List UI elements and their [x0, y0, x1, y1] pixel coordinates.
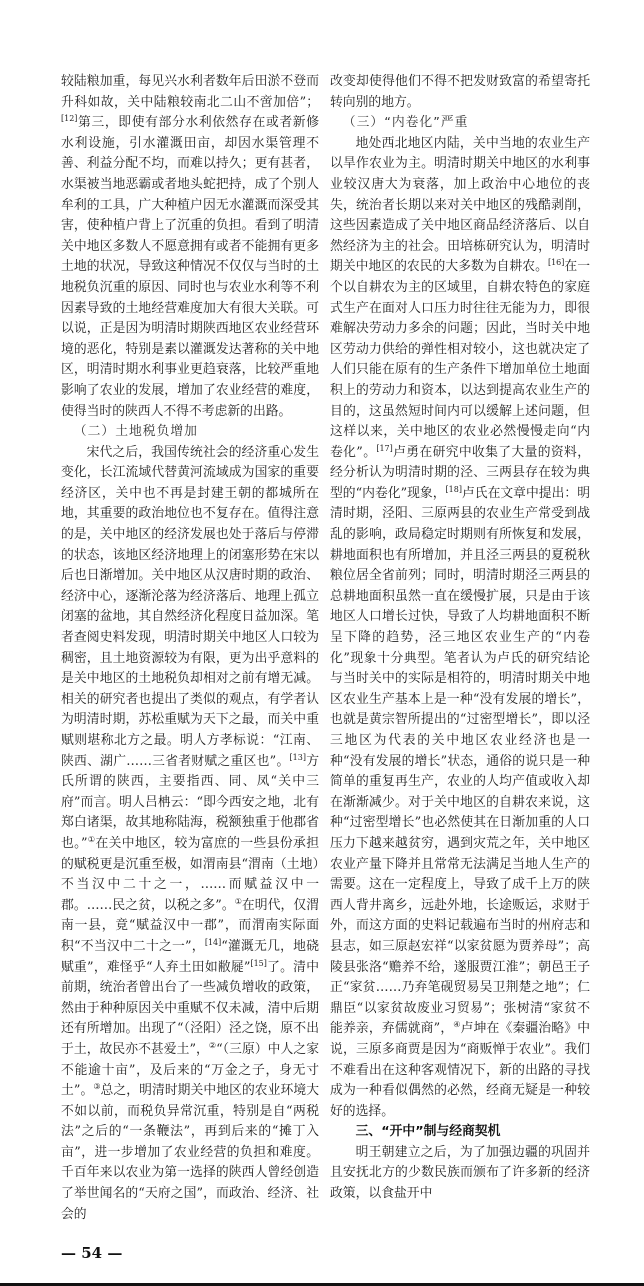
citation-marker: ②: [208, 1040, 217, 1050]
paragraph: [61, 72, 319, 422]
text-run: （三）“内卷化”严重: [342, 115, 469, 131]
citation-marker: [18]: [445, 484, 462, 494]
text-run: 总之，明清时期关中地区的农业环境大不如以前，而税负异常沉重，特别是自“两税法”之后的“一条鞭法”，再到后来的“摊丁入亩”，进一步增加了农业经营的负担和难度。千百年来以农业为第一选择的陕西人曾经创造了举世闻名的“天府之国”，而政治、经济、社会的: [61, 1083, 320, 1222]
text-run: 明王朝建立之后，为了加强边疆的巩固并且安抚北方的少数民族而颁布了许多新的经济政策，以食盐开中: [330, 1144, 590, 1202]
text-run: 卢勇在研究中收集了大量的资料，经分析认为明清时期的泾、三两县存在较为典型的“内卷化”现象，: [330, 444, 590, 501]
left-column: [61, 72, 319, 1225]
text-run: 第三，即使有部分水利依然存在或者新修水利设施，引水灌溉田亩，却因水渠管理不善、利益分配不均，而难以持久；更有甚者，水渠被当地恶霸或者地头蛇把持，成了个别人牟利的工具，广大种植户因无水灌溉而深受其害，使种植户背上了沉重的负担。看到了明清关中地区多数人不愿意拥有或者不能拥有更多土地的状况，导致这种情况不仅仅与当时的土地税负沉重的原因、同时也与农业水利等不利因素导致的土地经营难度加大有很大关联。可以说，正是因为明清时期陕西地区农业经营环境的恶化，特别是素以灌溉发达著称的关中地区，明清时期水利事业更趋衰落，比较严重地影响了农业的发展，增加了农业经营的难度，使得当时的陕西人不得不考虑新的出路。: [61, 115, 319, 419]
text-run: 在一个以自耕农为主的区域里，自耕农特色的家庭式生产在面对人口压力时往往无能为力，即很难解决劳动力多余的问题；因此，当时关中地区劳动力供给的弹性相对较小，这也就决定了人们只能在原有的生产条件下增加单位土地面积上的劳动力和资本，以达到提高农业生产的目的，这虽然短时间内可以缓解上述问题，但这样以来，关中地区的农业必然慢慢走向“内卷化”。: [330, 259, 591, 460]
text-run: 三、“开中”制与经商契机: [355, 1124, 501, 1140]
paragraph: [330, 134, 590, 1123]
citation-marker: [12]: [61, 114, 78, 124]
text-run: （二）土地税负增加: [73, 424, 198, 440]
subsection-heading: [330, 113, 590, 134]
text-run: 宋代之后，我国传统社会的经济重心发生变化，长江流域代替黄河流域成为国家的重要经济区，关中也不再是封建王朝的都城所在地，其重要的政治地位也不复存在。值得注意的是，关中地区的经济发展也处于落后与停滞的状态，该地区经济地理上的闭塞形势在宋以后也日渐增加。关中地区从汉唐时期的政治、经济中心，逐渐沦落为经济落后、地理上孤立闭塞的盆地，其自然经济化程度日益加深。笔者查阅史料发现，明清时期关中地区人口较为稠密，且土地资源较为有限，更为出乎意料的是关中地区的土地税负却相对之前有增无减。相关的研究者也提出了类似的观点，有学者认为明清时期，苏松重赋为天下之最，而关中重赋则堪称北方之最。明人方孝标说：“江南、陕西、湖广……三省者财赋之重区也”。: [61, 444, 319, 769]
paragraph: [330, 72, 590, 113]
citation-marker: ①: [87, 834, 96, 844]
text-run: 方氏所谓的陕西，主要指西、同、凤“关中三府”而言。明人吕柟云：“即今西安之地，北有郑白诸渠，故其地称陆海，税额独重于他郡省也。”: [61, 753, 320, 851]
citation-marker: [15]: [250, 958, 267, 968]
right-column: [330, 72, 590, 1205]
subsection-heading: [61, 422, 319, 443]
citation-marker: [17]: [376, 443, 393, 453]
paragraph: [61, 443, 319, 1226]
citation-marker: [13]: [289, 752, 306, 762]
page-number: — 54 —: [61, 1244, 123, 1263]
text-run: 卢坤在《秦疆治略》中说，三原多商贾是因为“商贩惮于农业”。我们不难看出在这种客观情况下，新的出路的寻找成为一种看似偶然的必然，经商无疑是一种较好的选择。: [330, 1021, 591, 1119]
paragraph: [330, 1143, 590, 1205]
citation-marker: ①: [234, 896, 242, 906]
text-run: 在明代，仅渭南一县，竟“赋益汉中一郡”，而渭南实际面积“不当汉中二十之一”，: [61, 897, 320, 954]
section-heading: [330, 1122, 590, 1143]
text-run: 了。清中前期，统治者曾出台了一些减负增收的政策，然由于种种原因关中重赋不仅未减，清中后期还有所增加。出现了“（泾阳）泾之饶，原不出于土，故民亦不甚爱土”，: [61, 959, 319, 1057]
text-run: 改变却使得他们不得不把发财致富的希望寄托转向别的地方。: [330, 74, 590, 110]
text-run: 地处西北地区内陆，关中当地的农业生产以旱作农业为主。明清时期关中地区的水利事业较汉唐大为衰落，加上政治中心地位的丧失，统治者长期以来对关中地区的残酷剥削，这些因素造成了关中地区商品经济落后、以自然经济为主的社会。田培栋研究认为，明清时期关中地区的农民的大多数为自耕农。: [330, 135, 590, 275]
citation-marker: [16]: [547, 258, 565, 268]
citation-marker: ④: [453, 1020, 461, 1030]
text-run: “灌溉无几，地硗赋重”，难怪乎“人弃土田如敝屣”: [61, 938, 319, 975]
left-column-wrapper: [61, 72, 319, 1263]
text-run: 卢氏在文章中提出：明清时期，泾阳、三原两县的农业生产常受到战乱的影响，政局稳定时期则有所恢复和发展，耕地面积也有所增加，并且泾三两县的夏税秋粮位居全省前列；同时，明清时期泾三两县的总耕地面积虽然一直在缓慢扩展，只是由于该地区人口增长过快，导致了人均耕地面积不断呈下降的趋势，泾三地区农业生产的“内卷化”现象十分典型。笔者认为卢氏的研究结论与当时关中的实际是相符的，明清时期关中地区农业生产基本上是一种“没有发展的增长”，也就是黄宗智所提出的“过密型增长”，即以泾三地区为代表的关中地区农业经济也是一种“没有发展的增长”状态，通俗的说只是一种简单的重复再生产，农业的人均产值或收入却在渐渐减少。对于关中地区的自耕农来说，这种“过密型增长”也必然使其在日渐加重的人口压力下越来越贫穷，遇到灾荒之年，关中地区农业产量下降并且常常无法满足当地人生产的需要。这在一定程度上，导致了成千上万的陕西人背井离乡，远赴外地，长途贩运，求财于外，而这方面的史料记载遍布当时的州府志和县志，如三原赵宏祥“以家贫愿为贾养母”；高陵县张洛“赡养不给，遂服贾江淮”；朝邑王子正“家贫……乃弃笔砚贸易吴卫荆楚之地”；仁鼎臣“以家贫故废业习贸易”；张树清“家贫不能养亲，弃儒就商”，: [330, 485, 590, 1037]
citation-marker: [14]: [204, 937, 222, 947]
text-run: “（三原）中人之家不能逾十亩”，及后来的“万金之子，身无寸土”。: [61, 1041, 319, 1099]
text-run: 较陆粮加重，每见兴水利者数年后田淤不登而升科如故，关中陆粮较南北二山不啻加倍”；: [61, 74, 319, 110]
text-run: 在关中地区，较为富庶的一些县份承担的赋税更是沉重至极，如渭南县“渭南（土地）不当汉中二十之一，……而赋益汉中一郡。……民之贫，以税之多”。: [61, 835, 320, 913]
citation-marker: ③: [93, 1082, 101, 1092]
